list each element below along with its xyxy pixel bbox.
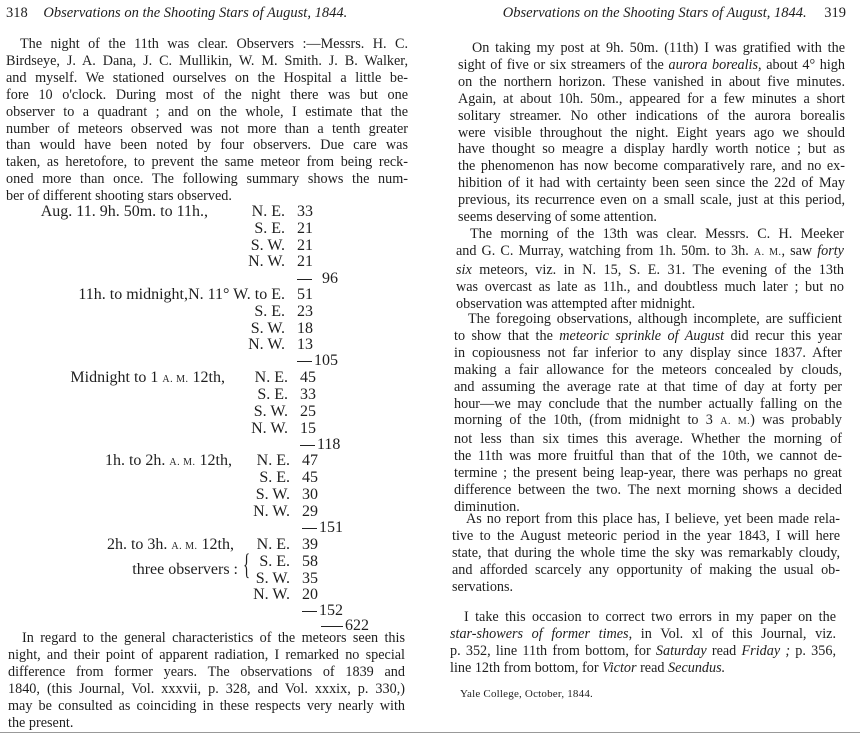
text-line: night, and their point of apparent radiation, I remarked no special [8, 646, 405, 663]
text-line: difference from former years. The observations of 1839 and [8, 663, 405, 680]
text-line [454, 328, 842, 345]
text-line: in copiousness not far inferior to any display since 1837. After [454, 344, 842, 361]
table-row [0, 503, 430, 520]
text-line: state, that during the whole time the sky was remarkably cloudy, [452, 544, 840, 561]
count: 15 [300, 420, 316, 437]
small-caps-span: A. M. [753, 246, 782, 258]
count: 45 [300, 369, 316, 386]
period-label: 11h. to midnight, [78, 286, 188, 303]
text-line: The foregoing observations, although incomplete, are sufficient [468, 311, 842, 327]
text-line [458, 57, 845, 74]
dash-rule [297, 279, 312, 280]
text-span: did recur this year [724, 327, 842, 344]
dash-rule [302, 528, 317, 529]
text-line: previous, its recurrence even on a small scale, just at this period, [458, 192, 845, 209]
closing-paragraph [8, 630, 405, 731]
text-line: The night of the 11th was clear. Observers :—Messrs. H. C. [20, 36, 408, 52]
text-line: fore 10 o'clock. During most of the night there was but one [6, 86, 408, 103]
text-span: p. 352, line 11th from bottom, for [450, 642, 656, 659]
text-line: not less than six times this average. Whether the morning of [454, 431, 842, 448]
direction: N. E. [251, 203, 285, 220]
direction: N. W. [248, 336, 285, 353]
italic-span: aurora borealis [668, 56, 759, 73]
table-row [0, 203, 430, 220]
subtotal-row [297, 270, 338, 287]
text-span: meteors, viz. in N. 15, S. E. 31. The evening of the 13th [471, 261, 844, 278]
direction: N. 11° W. to E. [188, 286, 285, 303]
direction: S. E. [254, 220, 285, 237]
direction: N. E. [254, 369, 288, 386]
text-line: The morning of the 13th was clear. Messrs. C. H. Meeker [470, 226, 844, 242]
count: 21 [297, 253, 313, 270]
direction: N. E. [256, 536, 290, 553]
running-head-left [6, 5, 347, 22]
text-line: seems deserving of some attention. [458, 209, 657, 226]
text-line: ber of different shooting stars observed. [6, 188, 232, 205]
text-line: tive to the August meteoric period in the year 1843, I will here [452, 527, 840, 544]
count: 29 [302, 503, 318, 520]
text-line: observation was attempted after midnight. [456, 295, 696, 312]
period-label: 2h. to 3h. A. M. 12th, [106, 536, 234, 553]
text-line: servations. [452, 578, 514, 595]
subtotal-row [300, 436, 340, 453]
count: 13 [297, 336, 313, 353]
count: 35 [302, 570, 318, 587]
direction: N. E. [256, 452, 290, 469]
italic-span: Saturday [655, 642, 707, 659]
direction: N. W. [248, 253, 285, 270]
text-line: and afforded scarcely any opportunity of making the usual ob- [452, 561, 840, 578]
text-span: and G. C. Murray, watching from 1h. 50m. to 3h. [456, 242, 754, 259]
text-span: p. 356, [790, 642, 837, 659]
count: 51 [297, 286, 313, 303]
running-title: Observations on the Shooting Stars of August, 1844. [43, 5, 348, 21]
table-row [0, 570, 430, 587]
text-line: than would have been noted by four observers. Due care was [6, 137, 408, 154]
text-span: morning of the 10th, (from midnight to 3 [454, 412, 721, 429]
italic-span: star-showers of former times [450, 625, 629, 642]
signature: Yale College, October, 1844. [460, 688, 593, 700]
text-line: observer to a quadrant ; and on the whole, I estimate that the [6, 103, 408, 120]
observers-note: three observers : [132, 561, 238, 578]
brace: { [243, 548, 251, 581]
subtotal: 105 [314, 352, 338, 369]
italic-span: Victor [602, 659, 637, 676]
right-page [430, 0, 860, 735]
count: 21 [297, 220, 313, 237]
text-line: Again, at about 10h. 50m., appeared for a few minutes a short [458, 90, 845, 107]
italic-span: forty [817, 242, 844, 259]
count: 45 [302, 469, 318, 486]
table-row [0, 320, 430, 337]
count: 58 [302, 553, 318, 570]
count: 33 [297, 203, 313, 220]
paragraph-aurora [458, 40, 845, 226]
text-line: 1840, (this Journal, Vol. xxxvii, p. 328, and Vol. xxxix, p. 330,) [8, 680, 405, 697]
text-line: making a fair allowance for the meteors concealed by clouds, [454, 361, 842, 378]
count: 25 [300, 403, 316, 420]
paragraph-13th [456, 226, 844, 313]
subtotal-row [302, 519, 343, 536]
table-row [0, 469, 430, 486]
italic-span: meteoric sprinkle of August [559, 327, 725, 344]
count: 21 [297, 237, 313, 254]
text-span: , saw [781, 242, 818, 259]
direction: S. W. [255, 570, 290, 587]
grand-total: 622 [345, 617, 369, 634]
text-line: Birdseye, J. A. Dana, J. C. Mullikin, W. M. Smith. J. B. Walker, [6, 52, 408, 69]
text-line: solitary streamer. No other indications of the aurora borealis [458, 107, 845, 124]
italic-span: six [456, 261, 472, 278]
text-span: , about 4° high [758, 56, 845, 73]
text-line [450, 626, 836, 643]
count: 23 [297, 303, 313, 320]
dash-rule [297, 361, 312, 362]
subtotal: 152 [319, 602, 343, 619]
text-line: was overcast as late as 11h., and doubtless much later ; but no [456, 278, 844, 295]
dash-rule [302, 611, 317, 612]
text-line: I take this occasion to correct two errors in my paper on the [464, 609, 836, 625]
period-label: Aug. 11. 9h. 50m. to 11h., [40, 203, 208, 220]
text-line: hour—we may conclude that the number actually falling on the [454, 395, 842, 412]
text-line [454, 412, 842, 431]
table-row [0, 369, 430, 386]
table-row [0, 220, 430, 237]
intro-paragraph [6, 36, 408, 205]
paragraph-1843 [452, 511, 840, 596]
page-number: 319 [824, 5, 846, 21]
text-line: may be consulted as coinciding in these respects very nearly with [8, 697, 405, 714]
text-line: diminution. [454, 498, 520, 515]
text-span: sight of five or six streamers of the [458, 56, 669, 73]
table-row [0, 336, 430, 353]
paragraph-foregoing [454, 311, 842, 516]
subtotal-row [297, 352, 338, 369]
table-row [0, 386, 430, 403]
text-line: On taking my post at 9h. 50m. (11th) I was gratified with the [472, 40, 845, 56]
text-line [456, 243, 844, 262]
text-line: were visible throughout the night. Eight years ago we should [458, 124, 845, 141]
text-line: the phenomenon has now become comparatively rare, and no ex- [458, 158, 845, 175]
count: 30 [302, 486, 318, 503]
italic-span: Friday ; [741, 642, 791, 659]
page-number: 318 [6, 5, 28, 21]
text-line: As no report from this place has, I believe, yet been made rela- [466, 511, 840, 527]
subtotal: 96 [322, 270, 338, 287]
text-line: the 11th was more fruitful than that of the 10th, we cannot de- [454, 448, 842, 465]
running-title: Observations on the Shooting Stars of August, 1844. [502, 5, 807, 21]
text-line [450, 643, 836, 660]
subtotal: 118 [317, 436, 341, 453]
small-caps-span: A. M. [720, 416, 751, 428]
direction: S. E. [254, 303, 285, 320]
direction: N. W. [251, 420, 288, 437]
italic-span: Secundus. [668, 659, 726, 676]
direction: N. W. [253, 586, 290, 603]
period-label: 1h. to 2h. A. M. 12th, [104, 452, 232, 469]
count: 20 [302, 586, 318, 603]
text-span: read [706, 642, 742, 659]
direction: S. W. [250, 320, 285, 337]
text-line: oned more than once. The following summary shows the num- [6, 171, 408, 188]
direction: N. W. [253, 503, 290, 520]
count: 33 [300, 386, 316, 403]
text-line: and assuming the average rate at that time of day at forty per [454, 378, 842, 395]
text-line: and myself. We stationed ourselves on the Hospital a little be- [6, 69, 408, 86]
count: 39 [302, 536, 318, 553]
table-row [0, 253, 430, 270]
table-row [0, 303, 430, 320]
text-span: line 12th from bottom, for [450, 659, 603, 676]
table-row [0, 452, 430, 469]
paragraph-errata [450, 609, 836, 677]
text-span: to show that the [454, 327, 560, 344]
direction: S. E. [259, 553, 290, 570]
text-line: termine ; the present being leap-year, there was perhaps no great [454, 465, 842, 482]
text-line: have thought so meagre a display hardly worth notice ; but as [458, 141, 845, 158]
table-row [0, 586, 430, 603]
table-row [0, 403, 430, 420]
text-line [450, 660, 836, 677]
running-head-right [503, 5, 846, 22]
text-line: In regard to the general characteristics of the meteors seen this [22, 630, 405, 646]
direction: S. W. [255, 486, 290, 503]
bottom-rule [0, 732, 860, 733]
text-line [456, 262, 844, 279]
table-row [0, 237, 430, 254]
dash-rule [300, 445, 315, 446]
text-line: hibition of it had with certainty been seen since the 22d of May [458, 175, 845, 192]
text-line: the present. [8, 714, 74, 731]
dash-rule [321, 626, 343, 627]
text-span: , in Vol. xl of this Journal, viz. [628, 625, 837, 642]
table-row [0, 286, 430, 303]
direction: S. E. [259, 469, 290, 486]
table-row [0, 536, 430, 553]
period-label: Midnight to 1 A. M. 12th, [70, 369, 225, 386]
text-line: taken, as heretofore, to prevent the same meteor from being reck- [6, 154, 408, 171]
count: 18 [297, 320, 313, 337]
table-row [0, 420, 430, 437]
table-row [0, 486, 430, 503]
direction: S. W. [253, 403, 288, 420]
text-span: ) was probably [750, 412, 842, 429]
subtotal: 151 [319, 519, 343, 536]
text-line: number of meteors observed was not more than a tenth greater [6, 120, 408, 137]
count: 47 [302, 452, 318, 469]
direction: S. E. [257, 386, 288, 403]
text-line: on the northern horizon. These vanished in about five minutes. [458, 73, 845, 90]
direction: S. W. [250, 237, 285, 254]
text-line: difference between the two. The next morning shows a decided [454, 482, 842, 499]
text-span: read [636, 659, 669, 676]
